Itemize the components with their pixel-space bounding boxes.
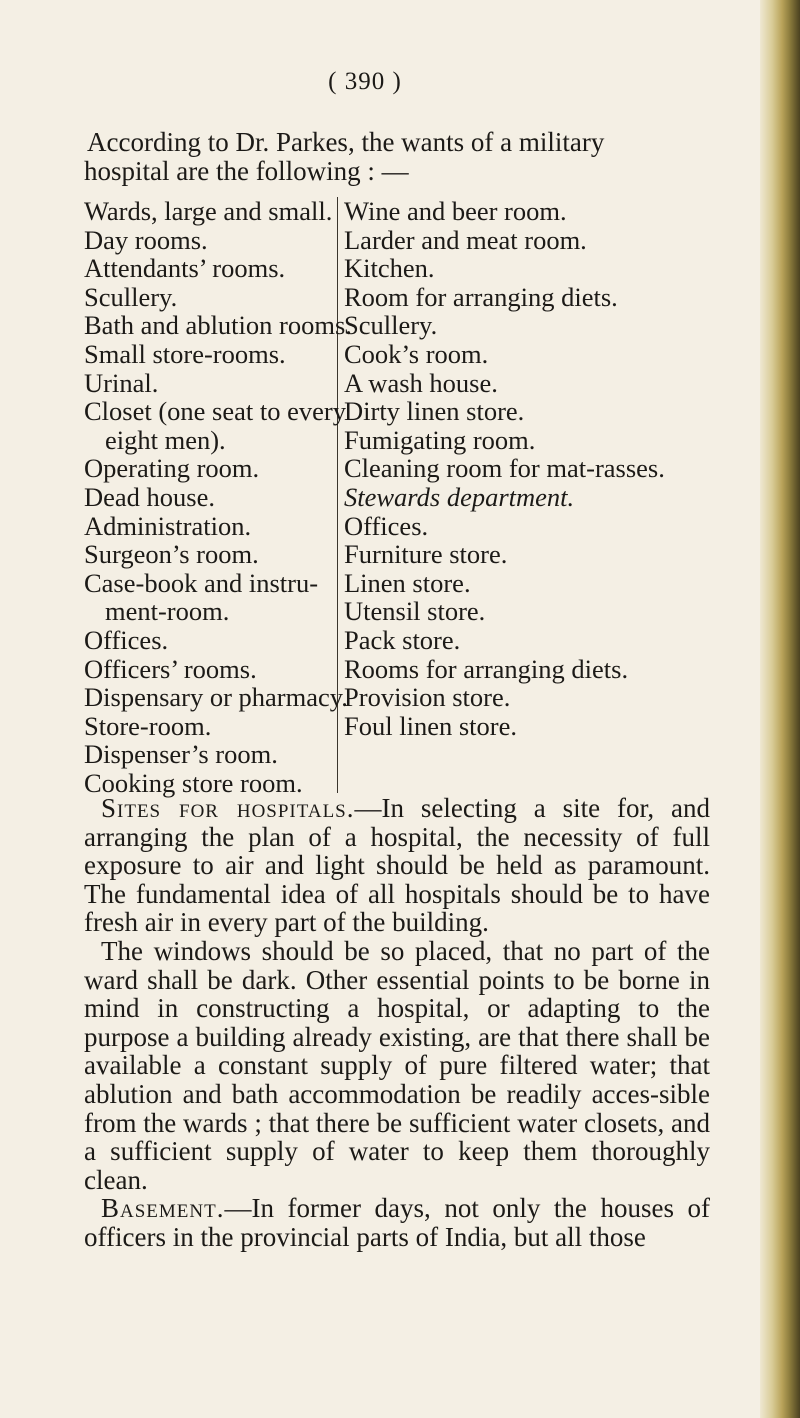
list-item: Administration.: [84, 510, 252, 541]
list-item: Pack store.: [344, 624, 461, 655]
list-item: Provision store.: [344, 682, 511, 713]
list-item: Store-room.: [84, 710, 212, 741]
list-item: Room for arranging diets.: [344, 281, 618, 312]
list-item: Urinal.: [84, 367, 159, 398]
basement-heading: Basement.: [101, 1193, 225, 1224]
list-item: Foul linen store.: [344, 710, 517, 741]
intro-line-2: hospital are the following : —: [84, 155, 409, 186]
intro-line-1: According to Dr. Parkes, the wants of a military: [87, 127, 605, 157]
list-item: Fumigating room.: [344, 424, 536, 455]
page-number: ( 390 ): [328, 68, 402, 95]
list-item: Utensil store.: [344, 596, 486, 627]
list-item: Bath and ablution rooms.: [84, 310, 352, 341]
list-item: Cook’s room.: [344, 338, 489, 369]
list-item: Dispenser’s room.: [84, 739, 278, 770]
basement-text: —In former days, not only the houses of officers in the provincial parts of India, but all those: [84, 1193, 710, 1252]
right-list: [344, 197, 714, 740]
intro-paragraph: [84, 128, 710, 185]
body-text: [84, 794, 710, 1252]
list-item: Furniture store.: [344, 539, 508, 570]
list-item: Larder and meat room.: [344, 224, 587, 255]
list-item: Scullery.: [84, 281, 178, 312]
list-item: Attendants’ rooms.: [84, 253, 286, 284]
list-item: Closet (one seat to every eight men).: [84, 396, 346, 455]
list-item: Cooking store room.: [84, 767, 303, 798]
list-item: Day rooms.: [84, 224, 208, 255]
sites-paragraph: [84, 794, 710, 937]
sites-text: —In selecting a site for, and arranging the plan of a hospital, the necessity of full exposure to air and light should be held as paramount. The fundamental idea of all hospitals should be to have fresh air in every part of the building.: [84, 793, 710, 938]
list-item: Offices.: [84, 624, 169, 655]
list-item: Dispensary or pharmacy.: [84, 682, 348, 713]
list-item: Cleaning room for mat-rasses.: [344, 453, 665, 484]
list-item: Kitchen.: [344, 253, 435, 284]
list-item: Dead house.: [84, 481, 215, 512]
list-item: Surgeon’s room.: [84, 539, 259, 570]
list-item: Offices.: [344, 510, 429, 541]
list-item: Wards, large and small.: [84, 196, 333, 226]
list-item: Case-book and instru-ment-room.: [84, 567, 319, 627]
left-list: [84, 196, 352, 798]
list-item: Stewards department.: [344, 481, 575, 512]
list-item: Linen store.: [344, 567, 471, 598]
list-item: A wash house.: [344, 367, 498, 398]
book-spine-edge: [760, 0, 800, 1418]
list-item: Operating room.: [84, 453, 260, 484]
list-item: Scullery.: [344, 310, 438, 341]
list-item: Officers’ rooms.: [84, 653, 257, 684]
basement-paragraph: [84, 1194, 710, 1251]
list-item: Dirty linen store.: [344, 396, 525, 427]
list-item: Wine and beer room.: [344, 196, 567, 226]
sites-heading: Sites for hospitals.: [101, 793, 355, 823]
list-item: Rooms for arranging diets.: [344, 653, 629, 684]
windows-paragraph: The windows should be so placed, that no part of the ward shall be dark. Other essential points to be borne in mind in constructing a hospital, or adapting to the purpose a building already existing, are that there shall be available a constant supply of pure filtered water; that ablution and bath accommodation be readily acces-sible from the wards ; that there be sufficient water closets, and a sufficient supply of water to keep them thoroughly clean.: [84, 935, 710, 1195]
list-item: Small store-rooms.: [84, 338, 286, 369]
